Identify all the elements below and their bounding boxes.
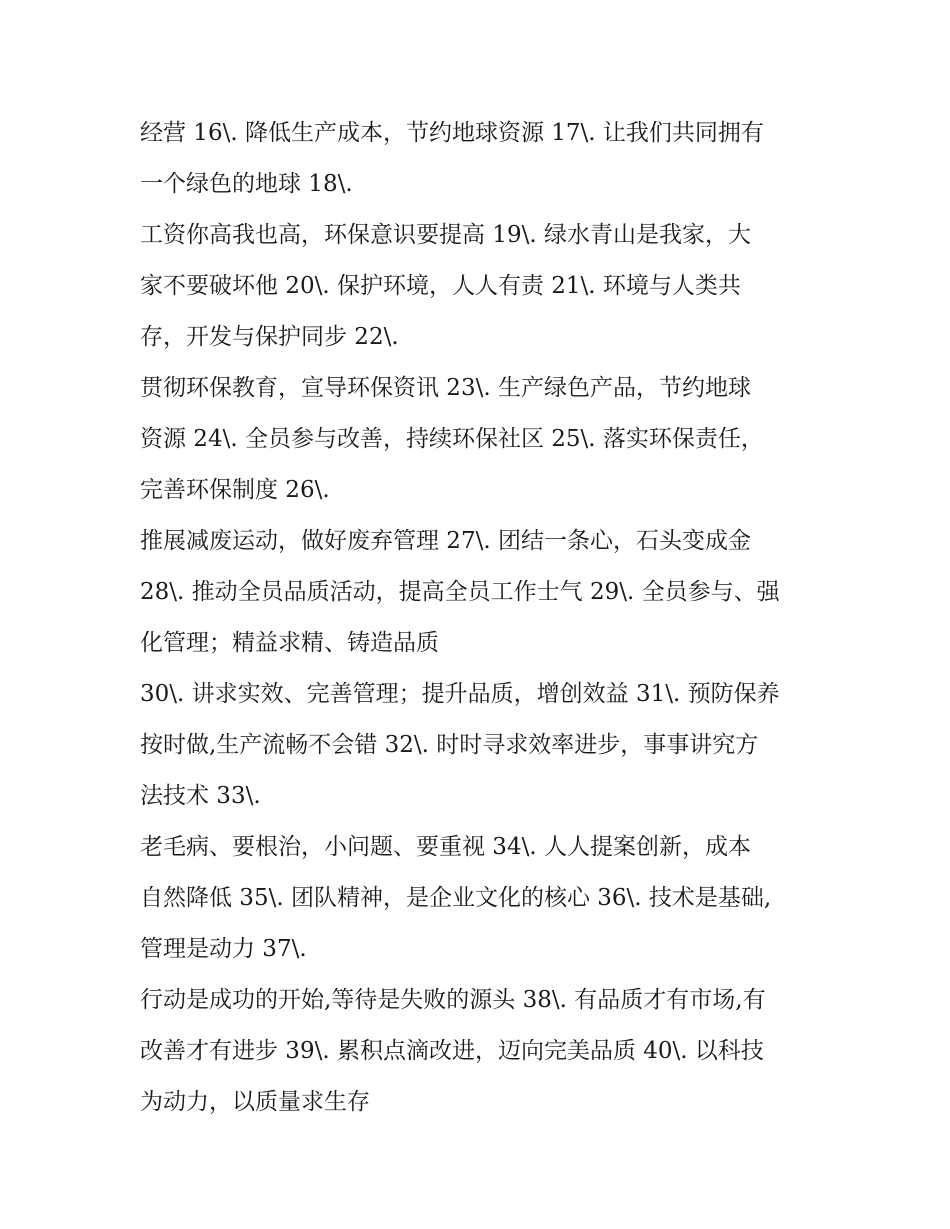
text-line: 管理是动力 37\. [140,936,307,962]
text-line: 自然降低 35\. 团队精神，是企业文化的核心 36\. 技术是基础, [140,885,772,911]
text-line: 30\. 讲求实效、完善管理；提升品质，增创效益 31\. 预防保养 [140,681,780,707]
text-line: 经营 16\. 降低生产成本，节约地球资源 17\. 让我们共同拥有 [140,120,764,146]
text-line: 工资你高我也高，环保意识要提高 19\. 绿水青山是我家，大 [140,222,751,248]
text-line: 老毛病、要根治，小问题、要重视 34\. 人人提案创新，成本 [140,834,751,860]
document-body [140,108,820,1128]
text-line: 贯彻环保教育，宣导环保资讯 23\. 生产绿色产品，节约地球 [140,375,751,401]
text-line: 按时做,生产流畅不会错 32\. 时时寻求效率进步，事事讲究方 [140,732,759,758]
text-line: 改善才有进步 39\. 累积点滴改进，迈向完美品质 40\. 以科技 [140,1038,764,1064]
text-line: 一个绿色的地球 18\. [140,171,353,197]
text-line: 资源 24\. 全员参与改善，持续环保社区 25\. 落实环保责任， [140,426,764,452]
text-line: 法技术 33\. [140,783,261,809]
text-line: 化管理；精益求精、铸造品质 [140,630,439,656]
text-line: 行动是成功的开始,等待是失败的源头 38\. 有品质才有市场,有 [140,987,766,1013]
text-line: 为动力，以质量求生存 [140,1089,370,1115]
text-line: 存，开发与保护同步 22\. [140,324,399,350]
text-line: 完善环保制度 26\. [140,477,330,503]
text-line: 推展减废运动，做好废弃管理 27\. 团结一条心，石头变成金 [140,528,751,554]
text-line: 28\. 推动全员品质活动，提高全员工作士气 29\. 全员参与、强 [140,579,780,605]
text-line: 家不要破坏他 20\. 保护环境，人人有责 21\. 环境与人类共 [140,273,741,299]
